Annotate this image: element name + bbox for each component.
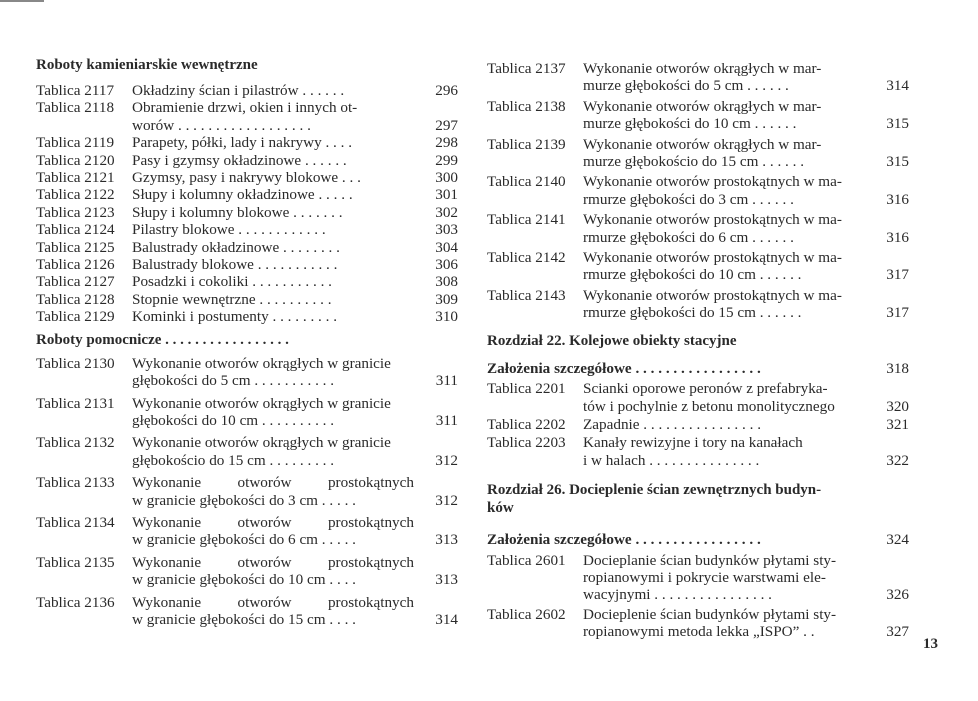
section-roboty-pomocnicze (36, 331, 458, 629)
page-number: 306 (435, 256, 458, 274)
page-number: 303 (435, 221, 458, 239)
page-number: 316 (886, 228, 909, 246)
toc-right-column (487, 60, 909, 641)
table-description: Wykonanie otworów prostokątnych w granicie głębokości do 15 cm . . . . (132, 593, 414, 628)
toc-row[interactable] (487, 287, 909, 322)
table-description: Stopnie wewnętrzne . . . . . . . . . . (132, 290, 332, 308)
table-number: Tablica 2131 (36, 394, 115, 412)
page-number: 316 (886, 190, 909, 208)
section-marmur-continuation (487, 60, 909, 322)
toc-row[interactable] (36, 273, 458, 290)
toc-row[interactable] (36, 169, 458, 186)
page-number: 304 (435, 238, 458, 256)
table-number: Tablica 2138 (487, 97, 566, 115)
page-number: 327 (886, 623, 909, 641)
page-number: 320 (886, 397, 909, 415)
table-number: Tablica 2203 (487, 434, 566, 452)
table-number: Tablica 2123 (36, 203, 115, 221)
table-number: Tablica 2202 (487, 415, 566, 433)
table-description: Wykonanie otworów prostokątnych w ma- rmurze głębokości do 6 cm . . . . . . (583, 211, 842, 246)
page-number: 297 (435, 116, 458, 134)
table-number: Tablica 2129 (36, 308, 115, 326)
toc-row[interactable] (487, 136, 909, 171)
table-number: Tablica 2137 (487, 60, 566, 77)
page-number: 310 (435, 308, 458, 326)
table-number: Tablica 2117 (36, 82, 115, 99)
table-number: Tablica 2125 (36, 238, 115, 256)
table-number: Tablica 2124 (36, 221, 115, 239)
section-heading-text: Założenia szczegółowe . . . . . . . . . . . . . . . . . (487, 531, 761, 549)
chapter-heading-text: Rozdział 22. Kolejowe obiekty stacyjne (487, 332, 737, 349)
table-number: Tablica 2118 (36, 99, 115, 117)
toc-row[interactable] (487, 211, 909, 246)
page-number: 318 (886, 359, 909, 377)
chapter-heading-22 (487, 332, 909, 350)
table-description: Pasy i gzymsy okładzinowe . . . . . . (132, 151, 347, 169)
toc-row[interactable] (36, 204, 458, 221)
toc-row[interactable] (36, 514, 458, 549)
toc-row[interactable] (36, 355, 458, 390)
table-number: Tablica 2132 (36, 434, 115, 452)
toc-row[interactable] (36, 434, 458, 469)
toc-row[interactable] (36, 308, 458, 325)
toc-row[interactable] (36, 134, 458, 151)
table-description: Obramienie drzwi, okien i innych ot- worów . . . . . . . . . . . . . . . . . . (132, 99, 358, 134)
table-number: Tablica 2201 (487, 380, 566, 398)
table-description: Parapety, półki, lady i nakrywy . . . . (132, 134, 353, 152)
toc-row[interactable] (36, 594, 458, 629)
table-description: Wykonanie otworów okrągłych w granicie głębokości do 5 cm . . . . . . . . . . . (132, 354, 391, 390)
table-description: Kominki i postumenty . . . . . . . . . (132, 308, 338, 326)
table-description: Kanały rewizyjne i tory na kanałach i w halach . . . . . . . . . . . . . . . (583, 434, 803, 469)
table-number: Tablica 2133 (36, 474, 115, 492)
table-number: Tablica 2134 (36, 513, 115, 531)
toc-row[interactable] (487, 434, 909, 469)
toc-row[interactable] (36, 221, 458, 238)
page-number: 322 (886, 451, 909, 469)
chapter-heading-26 (487, 481, 909, 517)
table-description: Posadzki i cokoliki . . . . . . . . . . . (132, 273, 332, 291)
page-number: 312 (435, 451, 458, 469)
page-number: 301 (435, 186, 458, 204)
table-number: Tablica 2122 (36, 186, 115, 204)
toc-row[interactable] (36, 239, 458, 256)
table-number: Tablica 2602 (487, 605, 566, 623)
chapter-heading-text-cont: ków (487, 500, 514, 517)
table-number: Tablica 2142 (487, 249, 566, 267)
page-number: 317 (886, 266, 909, 284)
table-description: Wykonanie otworów prostokątnych w granicie głębokości do 10 cm . . . . (132, 553, 414, 589)
table-description: Wykonanie otworów okrągłych w granicie głębokościo do 15 cm . . . . . . . . . (132, 434, 391, 469)
page-number: 300 (435, 169, 458, 187)
table-number: Tablica 2120 (36, 151, 115, 169)
section-zalozenia-26 (487, 531, 909, 640)
table-description: Wykonanie otworów okrągłych w granicie głębokości do 10 cm . . . . . . . . . . (132, 394, 391, 429)
section-heading-text: Roboty kamieniarskie wewnętrzne (36, 57, 258, 73)
table-number: Tablica 2121 (36, 169, 115, 187)
page-number: 315 (886, 153, 909, 171)
page-number: 308 (435, 273, 458, 291)
section-heading (36, 331, 458, 349)
toc-row[interactable] (36, 395, 458, 430)
section-zalozenia-22 (487, 360, 909, 469)
table-description: Zapadnie . . . . . . . . . . . . . . . . (583, 415, 762, 433)
table-description: Scianki oporowe peronów z prefabryka- tów i pochylnie z betonu monolitycznego (583, 380, 835, 415)
table-description: Słupy i kolumny okładzinowe . . . . . (132, 186, 353, 204)
toc-row[interactable] (36, 186, 458, 203)
table-description: Docieplanie ścian budynków płytami sty- ropianowymi i pokrycie warstwami ele- wacyjnymi . . . . . . . . . . . . . . . . (583, 551, 837, 604)
table-description: Słupy i kolumny blokowe . . . . . . . (132, 203, 343, 221)
toc-row[interactable] (36, 152, 458, 169)
page-number: 321 (886, 415, 909, 433)
toc-row[interactable] (487, 606, 909, 641)
table-description: Docieplenie ścian budynków płytami sty- ropianowymi metoda lekka „ISPO” . . (583, 605, 837, 641)
table-description: Wykonanie otworów okrągłych w mar- murze głębokości do 10 cm . . . . . . (583, 97, 822, 133)
toc-row[interactable] (487, 380, 909, 415)
table-number: Tablica 2119 (36, 134, 115, 152)
page-number: 296 (435, 82, 458, 99)
page-number: 311 (435, 411, 458, 429)
table-number: Tablica 2130 (36, 354, 115, 372)
table-description: Wykonanie otworów prostokątnych w ma- rmurze głębokości do 10 cm . . . . . . (583, 249, 842, 284)
table-number: Tablica 2127 (36, 273, 115, 291)
table-description: Pilastry blokowe . . . . . . . . . . . . (132, 221, 326, 239)
table-description: Balustrady blokowe . . . . . . . . . . . (132, 256, 338, 274)
page-number: 302 (435, 203, 458, 221)
page-number: 313 (435, 531, 458, 549)
section-heading (36, 56, 458, 74)
table-description: Wykonanie otworów prostokątnych w granicie głębokości do 6 cm . . . . . (132, 513, 414, 549)
page-number: 324 (886, 531, 909, 549)
page-number: 309 (435, 290, 458, 308)
table-description: Wykonanie otworów prostokątnych w ma- rmurze głębokości do 3 cm . . . . . . (583, 173, 842, 208)
table-description: Wykonanie otworów prostokątnych w granicie głębokości do 3 cm . . . . . (132, 474, 414, 509)
toc-row[interactable] (36, 554, 458, 589)
table-number: Tablica 2601 (487, 551, 566, 569)
table-description: Gzymsy, pasy i nakrywy blokowe . . . (132, 169, 361, 187)
table-description: Okładziny ścian i pilastrów . . . . . . (132, 82, 345, 99)
table-description: Wykonanie otworów okrągłych w mar- murze głębokościo do 15 cm . . . . . . (583, 135, 822, 171)
page-number: 314 (886, 77, 909, 95)
page-number: 317 (886, 304, 909, 322)
page-number: 315 (886, 115, 909, 133)
toc-row[interactable] (487, 60, 909, 95)
table-number: Tablica 2128 (36, 290, 115, 308)
toc-row[interactable] (487, 249, 909, 284)
section-heading-row[interactable] (487, 360, 909, 377)
table-number: Tablica 2136 (36, 593, 115, 611)
section-heading-text: Założenia szczegółowe . . . . . . . . . . . . . . . . . (487, 359, 761, 377)
page-number: 326 (886, 586, 909, 604)
page-number: 298 (435, 134, 458, 152)
table-number: Tablica 2143 (487, 286, 566, 304)
toc-row[interactable] (36, 291, 458, 308)
page-number: 314 (435, 610, 458, 628)
toc-row[interactable] (36, 99, 458, 134)
toc-row[interactable] (487, 98, 909, 133)
page-corner-mark (0, 0, 44, 12)
toc-row[interactable] (487, 173, 909, 208)
table-description: Wykonanie otworów prostokątnych w ma- rmurze głębokości do 15 cm . . . . . . (583, 286, 842, 322)
section-heading-row[interactable] (487, 531, 909, 548)
table-number: Tablica 2126 (36, 256, 115, 274)
toc-left-column (36, 52, 458, 628)
page-folio-number: 13 (923, 636, 938, 652)
toc-row[interactable] (36, 82, 458, 99)
table-number: Tablica 2140 (487, 173, 566, 191)
table-description: Balustrady okładzinowe . . . . . . . . (132, 238, 340, 256)
toc-row[interactable] (36, 256, 458, 273)
page-number: 313 (435, 571, 458, 589)
page-number: 311 (435, 372, 458, 390)
toc-row[interactable] (487, 552, 909, 604)
table-number: Tablica 2139 (487, 135, 566, 153)
toc-row[interactable] (487, 416, 909, 433)
page-number: 299 (435, 151, 458, 169)
section-heading-text: Roboty pomocnicze . . . . . . . . . . . . . . . . . (36, 331, 289, 348)
section-roboty-kamieniarskie (36, 56, 458, 326)
table-number: Tablica 2141 (487, 211, 566, 229)
chapter-heading-text: Rozdział 26. Docieplenie ścian zewnętrznych budyn- (487, 482, 822, 499)
table-number: Tablica 2135 (36, 553, 115, 571)
table-description: Wykonanie otworów okrągłych w mar- murze głębokości do 5 cm . . . . . . (583, 60, 822, 95)
toc-row[interactable] (36, 474, 458, 509)
page-number: 312 (435, 491, 458, 509)
